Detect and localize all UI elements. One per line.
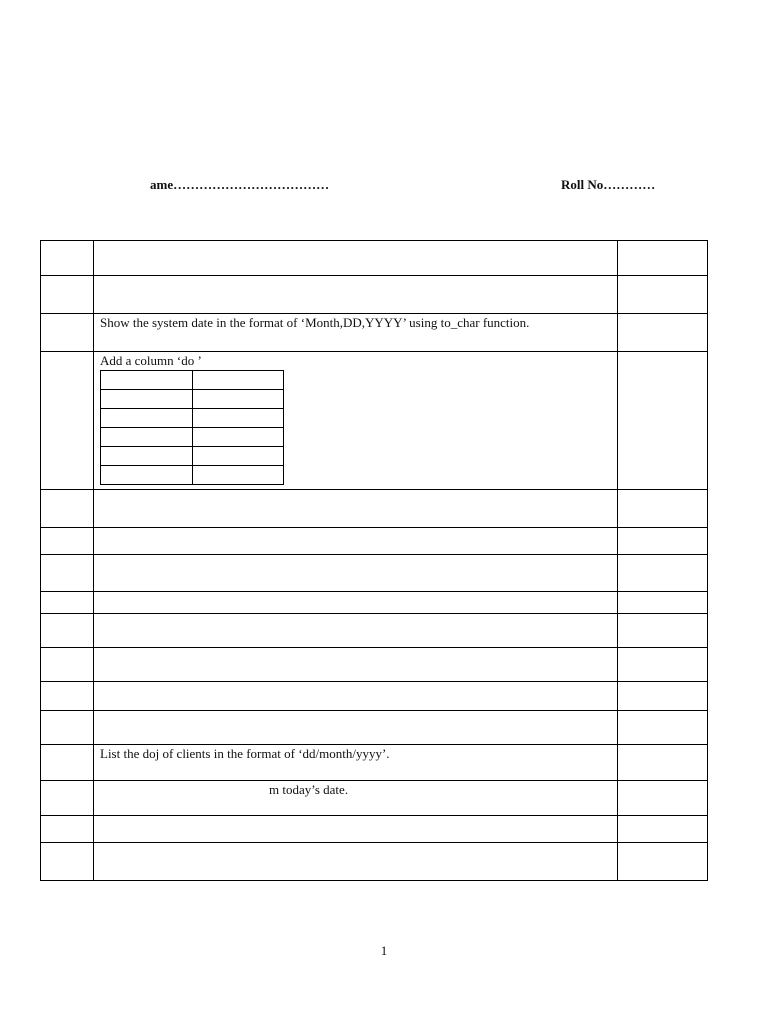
table-row (41, 816, 708, 843)
signature-cell (618, 843, 708, 881)
question-text (94, 592, 617, 593)
question-cell (94, 592, 618, 614)
table-row (41, 648, 708, 682)
signature-cell (618, 592, 708, 614)
signature-cell (618, 682, 708, 711)
grid-cell (192, 409, 284, 428)
serial-cell (41, 276, 94, 314)
signature-cell (618, 648, 708, 682)
question-cell (94, 314, 618, 352)
page-number: 1 (380, 943, 388, 958)
question-text: List the doj of clients in the format of ‘dd/month/yyyy’. (100, 746, 390, 761)
serial-cell (41, 592, 94, 614)
serial-cell (41, 314, 94, 352)
signature-cell (618, 555, 708, 592)
serial-cell (41, 711, 94, 745)
serial-cell (41, 241, 94, 276)
table-row (41, 490, 708, 528)
table-row (41, 781, 708, 816)
grid-row (101, 409, 284, 428)
question-table (40, 240, 708, 881)
table-row (41, 614, 708, 648)
question-cell (94, 352, 618, 490)
question-text: m today’s date. (269, 782, 349, 797)
serial-cell (41, 781, 94, 816)
serial-cell (41, 490, 94, 528)
grid-cell (101, 409, 193, 428)
question-cell (94, 648, 618, 682)
grid-cell (101, 371, 193, 390)
question-cell (94, 781, 618, 816)
table-row (41, 843, 708, 881)
table-row (41, 592, 708, 614)
roll-number-field: Roll No………… (561, 177, 656, 192)
signature-cell (618, 614, 708, 648)
grid-cell (101, 390, 193, 409)
question-text (94, 843, 617, 844)
question-cell (94, 276, 618, 314)
student-name-field: ame……………………………… (150, 177, 330, 192)
serial-cell (41, 745, 94, 781)
serial-cell (41, 555, 94, 592)
signature-cell (618, 816, 708, 843)
question-text (94, 555, 617, 556)
grid-cell (101, 447, 193, 466)
sample-data-grid (100, 370, 284, 485)
serial-cell (41, 528, 94, 555)
signature-cell (618, 781, 708, 816)
serial-cell (41, 682, 94, 711)
grid-row (101, 390, 284, 409)
table-row (41, 314, 708, 352)
signature-cell (618, 745, 708, 781)
question-cell (94, 745, 618, 781)
table-row (41, 711, 708, 745)
table-row (41, 682, 708, 711)
question-cell (94, 843, 618, 881)
signature-cell (618, 352, 708, 490)
signature-cell (618, 314, 708, 352)
question-text (94, 276, 617, 277)
grid-cell (101, 466, 193, 485)
question-text (94, 614, 617, 615)
serial-cell (41, 816, 94, 843)
question-cell (94, 490, 618, 528)
question-text (94, 682, 617, 683)
signature-cell (618, 490, 708, 528)
question-cell (94, 555, 618, 592)
serial-cell (41, 352, 94, 490)
signature-cell (618, 276, 708, 314)
question-cell (94, 528, 618, 555)
grid-cell (101, 428, 193, 447)
question-cell (94, 711, 618, 745)
signature-cell (618, 241, 708, 276)
table-row (41, 745, 708, 781)
question-cell (94, 241, 618, 276)
question-text (94, 648, 617, 649)
question-cell (94, 614, 618, 648)
grid-row (101, 447, 284, 466)
serial-cell (41, 614, 94, 648)
question-text (94, 711, 617, 712)
grid-cell (192, 371, 284, 390)
question-text (94, 816, 617, 817)
question-cell (94, 682, 618, 711)
grid-cell (192, 390, 284, 409)
signature-cell (618, 711, 708, 745)
question-text (94, 490, 617, 491)
question-text (94, 528, 617, 529)
grid-cell (192, 447, 284, 466)
table-row (41, 241, 708, 276)
question-text: Add a column ‘do ’ (100, 353, 202, 368)
grid-cell (192, 466, 284, 485)
grid-cell (192, 428, 284, 447)
grid-row (101, 371, 284, 390)
question-cell (94, 816, 618, 843)
table-row (41, 352, 708, 490)
grid-row (101, 466, 284, 485)
serial-cell (41, 648, 94, 682)
question-text: Show the system date in the format of ‘Month,DD,YYYY’ using to_char function. (100, 315, 530, 330)
question-text (94, 241, 617, 242)
signature-cell (618, 528, 708, 555)
table-row (41, 555, 708, 592)
table-row (41, 276, 708, 314)
serial-cell (41, 843, 94, 881)
grid-row (101, 428, 284, 447)
table-row (41, 528, 708, 555)
